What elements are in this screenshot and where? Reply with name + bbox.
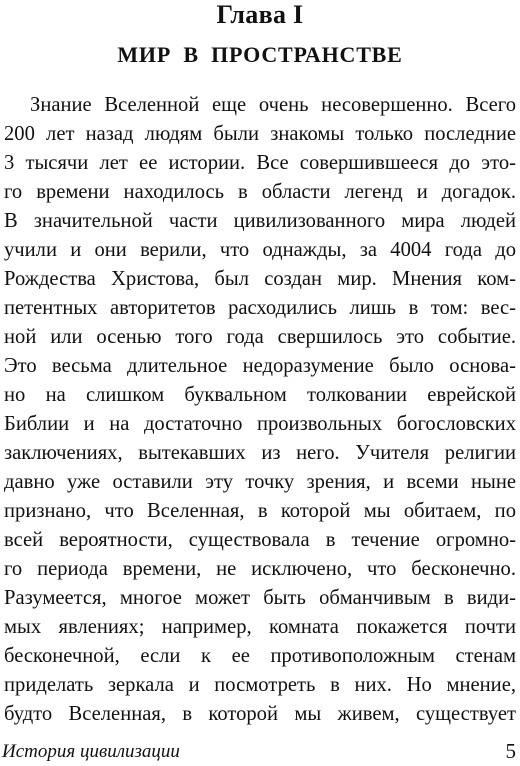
text-line: Библии и на достаточно произвольных богословских <box>4 413 516 435</box>
text-line: Это весьма длительное недоразумение было основа- <box>4 355 516 377</box>
text-line: будто Вселенная, в которой мы живем, существует <box>4 703 516 725</box>
text-line: давно уже оставили эту точку зрения, и всеми ныне <box>4 471 516 493</box>
text-line: мых явлениях; например, комната покажется почти <box>4 616 516 638</box>
text-line: го периода времени, не исключено, что бесконечно. <box>4 558 516 580</box>
running-footer-book-title: История цивилизации <box>2 741 180 762</box>
chapter-title: Глава I <box>216 0 304 29</box>
text-line: приделать зеркала и посмотреть в них. Но мнение, <box>4 674 516 696</box>
text-line: 200 лет назад людям были знакомы только последние <box>4 123 516 145</box>
text-line: ной или осенью того года свершилось это событие. <box>4 326 516 348</box>
text-line: 3 тысячи лет ее истории. Все совершившееся до это- <box>4 152 516 174</box>
text-line: го времени находилось в области легенд и догадок. <box>4 181 516 203</box>
text-line: признано, что Вселенная, в которой мы обитаем, по <box>4 500 516 522</box>
text-line: бесконечной, если к ее противоположным стенам <box>4 645 516 667</box>
text-line: Разумеется, многое может быть обманчивым в види- <box>4 587 516 609</box>
text-line: В значительной части цивилизованного мира людей <box>4 210 516 232</box>
text-line: Рождества Христова, был создан мир. Мнения ком- <box>4 268 516 290</box>
page-number: 5 <box>505 739 516 763</box>
text-line: Знание Вселенной еще очень несовершенно. Всего <box>30 94 516 116</box>
text-line: учили и они верили, что однажды, за 4004 года до <box>4 239 516 261</box>
text-line: петентных авторитетов расходились лишь в том: вес- <box>4 297 516 319</box>
text-line: но на слишком буквальном толковании еврейской <box>4 384 516 406</box>
chapter-subtitle: МИР В ПРОСТРАНСТВЕ <box>117 42 403 67</box>
body-paragraph <box>4 91 516 729</box>
text-line: всей вероятности, существовала в течение огромно- <box>4 529 516 551</box>
text-line: заключениях, вытекавших из него. Учителя религии <box>4 442 516 464</box>
